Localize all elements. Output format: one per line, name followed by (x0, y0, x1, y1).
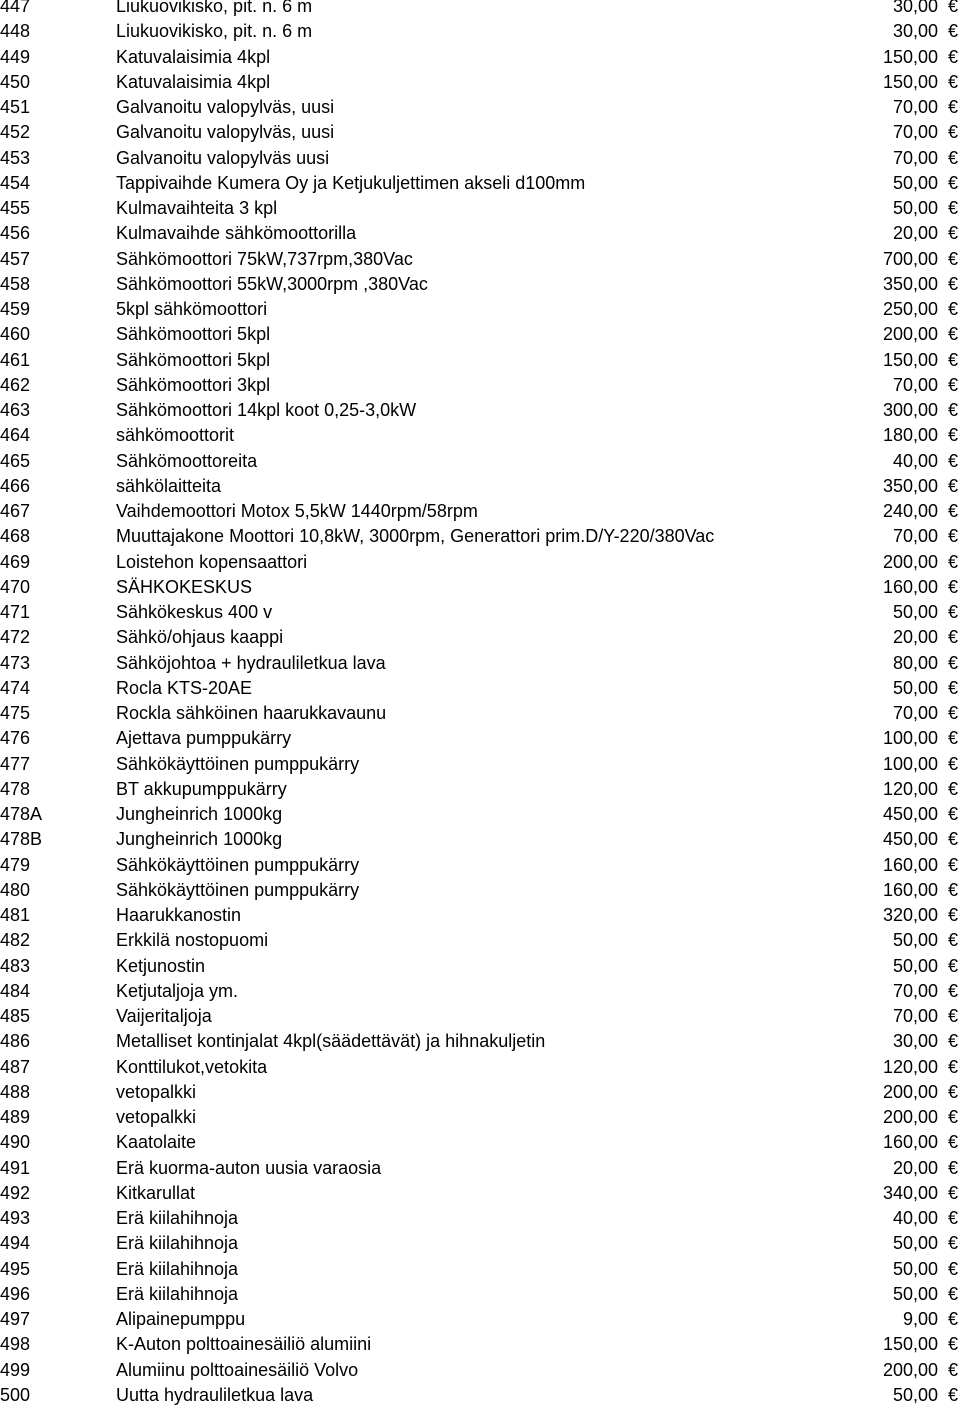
list-item (0, 1181, 960, 1206)
item-price: 340,00 (882, 1182, 938, 1203)
list-item (0, 499, 960, 524)
euro-sign: € (947, 905, 958, 925)
item-description: Alumiinu polttoainesäiliö Volvo (116, 1359, 359, 1380)
euro-sign: € (947, 804, 958, 824)
euro-sign: € (947, 324, 958, 345)
item-price: 30,00 (892, 0, 938, 16)
euro-sign: € (947, 147, 958, 168)
item-description: Erä kiilahihnoja (116, 1208, 239, 1228)
item-number: 466 (0, 475, 31, 496)
euro-sign: € (947, 122, 958, 143)
item-price: 70,00 (892, 703, 938, 723)
item-price: 30,00 (892, 21, 938, 42)
item-number: 483 (0, 955, 31, 976)
item-price: 20,00 (892, 223, 938, 244)
item-description: Erä kuorma-auton uusia varaosia (116, 1157, 382, 1178)
item-price: 70,00 (892, 374, 938, 395)
item-description: Vaihdemoottori Motox 5,5kW 1440rpm/58rpm (116, 501, 478, 521)
item-price: 160,00 (882, 576, 938, 597)
item-number: 492 (0, 1182, 31, 1203)
list-item (0, 272, 960, 297)
item-description: Ajettava pumppukärry (116, 728, 292, 749)
item-description: Sähkökäyttöinen pumppukärry (116, 879, 360, 900)
item-price: 200,00 (882, 1107, 938, 1127)
item-price: 120,00 (882, 778, 938, 799)
item-number: 489 (0, 1107, 31, 1127)
item-description: Haarukkanostin (116, 905, 242, 925)
item-number: 480 (0, 879, 31, 900)
item-number: 496 (0, 1283, 31, 1304)
item-price: 70,00 (892, 1006, 938, 1026)
item-number: 482 (0, 930, 31, 951)
list-item (0, 348, 960, 373)
item-price: 160,00 (882, 1132, 938, 1153)
list-item (0, 45, 960, 70)
euro-sign: € (947, 475, 958, 496)
euro-sign: € (947, 677, 958, 698)
euro-sign: € (947, 1384, 958, 1405)
item-number: 452 (0, 122, 31, 143)
list-item (0, 1055, 960, 1080)
item-price: 80,00 (892, 652, 938, 673)
list-item (0, 777, 960, 802)
list-item (0, 928, 960, 953)
item-description: Tappivaihde Kumera Oy ja Ketjukuljettimen akseli d100mm (116, 172, 586, 193)
euro-sign: € (947, 879, 958, 900)
item-number: 479 (0, 854, 31, 875)
euro-sign: € (947, 551, 958, 572)
list-item (0, 171, 960, 196)
list-item (0, 954, 960, 979)
list-item (0, 651, 960, 676)
item-description: Katuvalaisimia 4kpl (116, 71, 271, 92)
item-price: 50,00 (892, 602, 938, 622)
item-description: Loistehon kopensaattori (116, 551, 308, 572)
item-number: 455 (0, 198, 31, 218)
item-description: Sähköjohtoa + hydrauliletkua lava (116, 652, 386, 673)
item-description: Sähkömoottori 55kW,3000rpm ,380Vac (116, 273, 428, 294)
item-price: 9,00 (902, 1309, 938, 1329)
item-number: 454 (0, 172, 31, 193)
list-item (0, 196, 960, 221)
item-description: Metalliset kontinjalat 4kpl(säädettävät) ja hihnakuljetin (116, 1031, 546, 1052)
item-number: 500 (0, 1384, 31, 1405)
item-number: 449 (0, 46, 31, 67)
item-price: 450,00 (882, 829, 938, 850)
list-item (0, 1029, 960, 1054)
item-description: Uutta hydrauliletkua lava (116, 1384, 314, 1405)
list-item (0, 449, 960, 474)
euro-sign: € (947, 1056, 958, 1077)
item-description: sähkömoottorit (116, 425, 235, 446)
item-number: 478A (0, 804, 43, 824)
item-price: 160,00 (882, 879, 938, 900)
item-description: Liukuovikisko, pit. n. 6 m (116, 0, 313, 16)
item-description: Erä kiilahihnoja (116, 1233, 239, 1254)
euro-sign: € (947, 627, 958, 648)
euro-sign: € (947, 273, 958, 294)
item-price: 180,00 (882, 425, 938, 446)
item-description: Katuvalaisimia 4kpl (116, 46, 271, 67)
item-description: BT akkupumppukärry (116, 778, 287, 799)
item-number: 458 (0, 273, 31, 294)
item-price: 50,00 (892, 930, 938, 951)
list-item (0, 878, 960, 903)
list-item (0, 1332, 960, 1357)
item-number: 495 (0, 1258, 31, 1279)
item-price: 200,00 (882, 324, 938, 345)
item-price: 200,00 (882, 1081, 938, 1102)
euro-sign: € (947, 980, 958, 1001)
euro-sign: € (947, 955, 958, 976)
item-price: 20,00 (892, 627, 938, 648)
item-number: 470 (0, 576, 31, 597)
euro-sign: € (947, 526, 958, 547)
item-description: Sähkökäyttöinen pumppukärry (116, 854, 360, 875)
item-description: Ketjunostin (116, 955, 206, 976)
euro-sign: € (947, 425, 958, 446)
item-number: 478 (0, 778, 31, 799)
list-item (0, 600, 960, 625)
item-description: Sähkömoottori 14kpl koot 0,25-3,0kW (116, 400, 417, 420)
list-item (0, 1004, 960, 1029)
list-item (0, 1156, 960, 1181)
item-price: 120,00 (882, 1056, 938, 1077)
item-number: 463 (0, 400, 31, 420)
item-price: 320,00 (882, 905, 938, 925)
euro-sign: € (947, 1132, 958, 1153)
euro-sign: € (947, 1334, 958, 1355)
euro-sign: € (947, 1031, 958, 1052)
item-description: sähkölaitteita (116, 475, 222, 496)
item-description: Sähkömoottori 3kpl (116, 374, 271, 395)
list-item (0, 1231, 960, 1256)
list-item (0, 701, 960, 726)
item-number: 485 (0, 1006, 31, 1026)
item-number: 484 (0, 980, 31, 1001)
list-item (0, 1383, 960, 1408)
item-description: Kulmavaihteita 3 kpl (116, 198, 278, 218)
item-number: 499 (0, 1359, 31, 1380)
euro-sign: € (947, 198, 958, 218)
item-price: 200,00 (882, 551, 938, 572)
list-item (0, 221, 960, 246)
item-number: 456 (0, 223, 31, 244)
list-item (0, 247, 960, 272)
item-description: Muuttajakone Moottori 10,8kW, 3000rpm, Generattori prim.D/Y-220/380Vac (116, 526, 715, 547)
item-description: Rocla KTS-20AE (116, 677, 253, 698)
item-description: Ketjutaljoja ym. (116, 980, 239, 1001)
item-price: 450,00 (882, 804, 938, 824)
list-item (0, 474, 960, 499)
item-price: 50,00 (892, 1283, 938, 1304)
item-number: 481 (0, 905, 31, 925)
item-description: Sähkömoottori 5kpl (116, 324, 271, 345)
euro-sign: € (947, 854, 958, 875)
item-price: 50,00 (892, 677, 938, 698)
item-price: 200,00 (882, 1359, 938, 1380)
item-price: 50,00 (892, 1258, 938, 1279)
item-description: Jungheinrich 1000kg (116, 804, 283, 824)
euro-sign: € (947, 703, 958, 723)
item-description: Galvanoitu valopylväs, uusi (116, 122, 335, 143)
item-description: 5kpl sähkömoottori (116, 299, 268, 319)
item-description: SÄHKOKESKUS (116, 576, 253, 597)
item-description: Erkkilä nostopuomi (116, 930, 269, 951)
item-number: 447 (0, 0, 31, 16)
item-price: 300,00 (882, 400, 938, 420)
item-number: 467 (0, 501, 31, 521)
item-number: 477 (0, 753, 31, 774)
item-number: 468 (0, 526, 31, 547)
euro-sign: € (947, 1182, 958, 1203)
item-number: 478B (0, 829, 43, 850)
list-item (0, 398, 960, 423)
item-description: Galvanoitu valopylväs uusi (116, 147, 330, 168)
item-price: 150,00 (882, 349, 938, 370)
list-item (0, 120, 960, 145)
euro-sign: € (947, 1309, 958, 1329)
euro-sign: € (947, 46, 958, 67)
euro-sign: € (947, 652, 958, 673)
item-price: 40,00 (892, 450, 938, 471)
list-item (0, 524, 960, 549)
list-item (0, 1282, 960, 1307)
item-number: 490 (0, 1132, 31, 1153)
item-description: Jungheinrich 1000kg (116, 829, 283, 850)
item-price: 50,00 (892, 1233, 938, 1254)
item-price: 150,00 (882, 46, 938, 67)
list-item (0, 146, 960, 171)
item-number: 471 (0, 602, 31, 622)
euro-sign: € (947, 602, 958, 622)
item-price: 50,00 (892, 1384, 938, 1405)
list-item (0, 95, 960, 120)
item-number: 469 (0, 551, 31, 572)
euro-sign: € (947, 374, 958, 395)
euro-sign: € (947, 299, 958, 319)
item-description: Liukuovikisko, pit. n. 6 m (116, 21, 313, 42)
item-description: Konttilukot,vetokita (116, 1056, 268, 1077)
item-price: 70,00 (892, 147, 938, 168)
item-number: 465 (0, 450, 31, 471)
item-number: 493 (0, 1208, 31, 1228)
item-number: 448 (0, 21, 31, 42)
list-item (0, 625, 960, 650)
euro-sign: € (947, 0, 958, 16)
euro-sign: € (947, 1258, 958, 1279)
euro-sign: € (947, 829, 958, 850)
item-description: Galvanoitu valopylväs, uusi (116, 97, 335, 117)
list-item (0, 423, 960, 448)
list-item (0, 575, 960, 600)
item-price: 50,00 (892, 955, 938, 976)
euro-sign: € (947, 349, 958, 370)
item-number: 497 (0, 1309, 31, 1329)
item-description: Sähkömoottori 75kW,737rpm,380Vac (116, 248, 413, 269)
euro-sign: € (947, 1283, 958, 1304)
item-description: Erä kiilahihnoja (116, 1283, 239, 1304)
item-price: 70,00 (892, 526, 938, 547)
item-price: 150,00 (882, 71, 938, 92)
item-price: 30,00 (892, 1031, 938, 1052)
item-description: vetopalkki (116, 1107, 197, 1127)
item-number: 475 (0, 703, 31, 723)
item-number: 461 (0, 349, 31, 370)
item-number: 494 (0, 1233, 31, 1254)
item-description: Alipainepumppu (116, 1309, 246, 1329)
list-item (0, 752, 960, 777)
euro-sign: € (947, 21, 958, 42)
list-item (0, 726, 960, 751)
euro-sign: € (947, 576, 958, 597)
list-item (0, 1358, 960, 1383)
item-description: Kaatolaite (116, 1132, 197, 1153)
item-price: 350,00 (882, 475, 938, 496)
list-item (0, 903, 960, 928)
list-item (0, 1307, 960, 1332)
list-item (0, 1080, 960, 1105)
item-description: Rockla sähköinen haarukkavaunu (116, 703, 387, 723)
item-description: Vaijeritaljoja (116, 1006, 212, 1026)
item-price: 150,00 (882, 1334, 938, 1355)
item-price: 350,00 (882, 273, 938, 294)
euro-sign: € (947, 1359, 958, 1380)
euro-sign: € (947, 248, 958, 269)
euro-sign: € (947, 1081, 958, 1102)
list-item (0, 676, 960, 701)
item-number: 460 (0, 324, 31, 345)
item-number: 472 (0, 627, 31, 648)
euro-sign: € (947, 501, 958, 521)
item-price: 70,00 (892, 122, 938, 143)
item-price: 70,00 (892, 980, 938, 1001)
item-description: Sähkökäyttöinen pumppukärry (116, 753, 360, 774)
euro-sign: € (947, 728, 958, 749)
item-number: 459 (0, 299, 31, 319)
euro-sign: € (947, 71, 958, 92)
euro-sign: € (947, 172, 958, 193)
euro-sign: € (947, 1107, 958, 1127)
euro-sign: € (947, 753, 958, 774)
item-number: 487 (0, 1056, 31, 1077)
item-price: 700,00 (882, 248, 938, 269)
euro-sign: € (947, 1233, 958, 1254)
list-item (0, 1105, 960, 1130)
list-item (0, 853, 960, 878)
item-number: 453 (0, 147, 31, 168)
euro-sign: € (947, 1157, 958, 1178)
list-item (0, 0, 960, 19)
item-description: Sähkökeskus 400 v (116, 602, 273, 622)
euro-sign: € (947, 450, 958, 471)
list-item (0, 802, 960, 827)
item-description: Erä kiilahihnoja (116, 1258, 239, 1279)
item-price: 100,00 (882, 728, 938, 749)
item-price: 50,00 (892, 172, 938, 193)
item-description: K-Auton polttoainesäiliö alumiini (116, 1334, 372, 1355)
list-item (0, 827, 960, 852)
euro-sign: € (947, 778, 958, 799)
list-item (0, 1130, 960, 1155)
item-price: 70,00 (892, 97, 938, 117)
item-description: Sähkömoottoreita (116, 450, 258, 471)
euro-sign: € (947, 400, 958, 420)
list-item (0, 550, 960, 575)
item-description: Kitkarullat (116, 1182, 196, 1203)
item-number: 474 (0, 677, 31, 698)
item-number: 462 (0, 374, 31, 395)
list-item (0, 373, 960, 398)
list-item (0, 979, 960, 1004)
item-number: 476 (0, 728, 31, 749)
item-price: 240,00 (882, 501, 938, 521)
item-description: vetopalkki (116, 1081, 197, 1102)
item-number: 473 (0, 652, 31, 673)
item-description: Sähkömoottori 5kpl (116, 349, 271, 370)
list-item (0, 19, 960, 44)
item-description: Kulmavaihde sähkömoottorilla (116, 223, 357, 244)
list-item (0, 297, 960, 322)
list-item (0, 70, 960, 95)
list-item (0, 322, 960, 347)
list-item (0, 1257, 960, 1282)
item-number: 464 (0, 425, 31, 446)
euro-sign: € (947, 1006, 958, 1026)
item-price: 40,00 (892, 1208, 938, 1228)
item-description: Sähkö/ohjaus kaappi (116, 627, 284, 648)
item-price: 50,00 (892, 198, 938, 218)
item-number: 457 (0, 248, 31, 269)
euro-sign: € (947, 1208, 958, 1228)
item-price: 100,00 (882, 753, 938, 774)
item-number: 450 (0, 71, 31, 92)
item-number: 488 (0, 1081, 31, 1102)
euro-sign: € (947, 223, 958, 244)
euro-sign: € (947, 930, 958, 951)
item-price: 20,00 (892, 1157, 938, 1178)
item-number: 451 (0, 97, 31, 117)
list-item (0, 1206, 960, 1231)
item-price: 160,00 (882, 854, 938, 875)
item-number: 498 (0, 1334, 31, 1355)
item-price: 250,00 (882, 299, 938, 319)
item-number: 486 (0, 1031, 31, 1052)
euro-sign: € (947, 97, 958, 117)
item-number: 491 (0, 1157, 31, 1178)
